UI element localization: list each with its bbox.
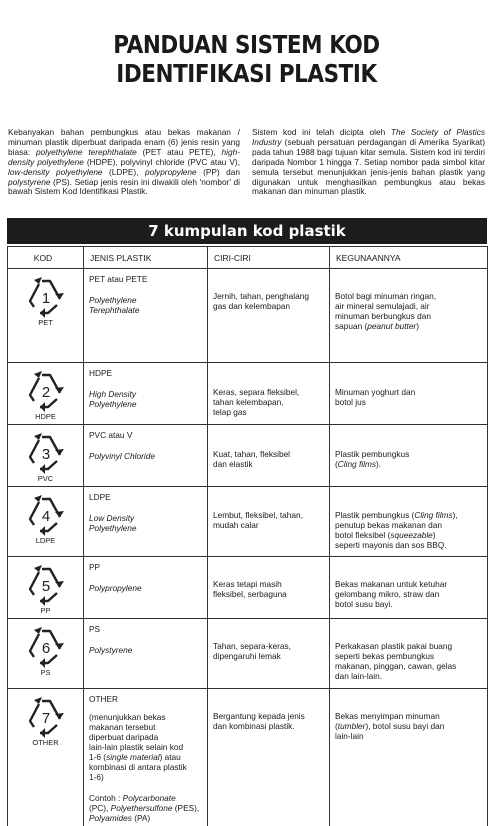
code-abbr: LDPE [35,536,56,545]
recycling-triangle-icon [26,493,66,537]
uses-cell: Plastik pembungkus (Cling films), penutup bekas makanan dan botol fleksibel (squeezable) seperti mayonis dan sos BBQ. [330,487,488,557]
table-row [8,557,488,619]
plastic-codes-table [7,246,488,826]
recycling-triangle-icon [26,431,66,475]
code-number: 5 [41,578,50,595]
intro-left-paragraph: Kebanyakan bahan pembungkus atau bekas makanan / minuman plastik diperbuat daripada enam (6) jenis resin yang biasa: polyethylene terephthalate (PET atau PETE), high-density polyethylene (HDPE), polyvinyl chloride (PVC atau V), low-density polyethylene (LDPE), polypropylene (PP) dan polystyrene (PS). Setiap jenis resin ini diwakili oleh 'nombor' di bawah Sistem Kod Identifikasi Plastik. [8,127,240,197]
recycling-triangle-icon [26,369,66,413]
header-ciri-ciri: CIRI-CIRI [208,247,330,269]
table-row [8,487,488,557]
traits-cell: Bergantung kepada jenis dan kombinasi plastik. [208,689,330,826]
traits-cell: Kuat, tahan, fleksibel dan elastik [208,425,330,487]
recycle-symbol-cell [8,363,84,425]
code-abbr: PS [40,668,51,677]
code-number: 4 [41,508,50,525]
code-abbr: OTHER [32,738,59,747]
code-number: 6 [41,640,50,657]
uses-cell: Perkakasan plastik pakai buang seperti bekas pembungkus makanan, pinggan, cawan, gelas dan lain-lain. [330,619,488,689]
traits-cell: Keras tetapi masih fleksibel, serbaguna [208,557,330,619]
uses-cell: Bekas menyimpan minuman (tumbler), botol susu bayi dan lain-lain [330,689,488,826]
table-row [8,619,488,689]
code-abbr: HDPE [35,412,56,421]
table-row [8,269,488,363]
recycle-symbol-cell [8,425,84,487]
code-number: 2 [41,384,50,401]
recycle-symbol-cell [8,487,84,557]
code-number: 1 [41,290,50,307]
recycling-triangle-icon [26,563,66,607]
header-jenis-plastik: JENIS PLASTIK [84,247,208,269]
code-number: 3 [41,446,50,463]
code-abbr: PVC [37,474,54,483]
recycle-symbol-cell [8,689,84,826]
plastic-type-cell: PP Polypropylene [84,557,208,619]
table-row [8,425,488,487]
recycle-symbol-cell [8,557,84,619]
recycling-triangle-icon [26,695,66,739]
recycle-symbol-cell [8,269,84,363]
recycle-symbol-cell [8,619,84,689]
uses-cell: Plastik pembungkus (Cling films). [330,425,488,487]
plastic-type-cell: PET atau PETE Polyethylene Terephthalate [84,269,208,363]
recycling-triangle-icon [26,275,66,319]
header-kod: KOD [8,247,84,269]
plastic-type-cell: OTHER (menunjukkan bekas makanan tersebut diperbuat daripada lain-lain plastik selain kod 1-6 (single material) atau kombinasi di antara plastik 1-6) Contoh : Polycarbonate (PC), Polyethersulfone (PES), Polyamides (PA) [84,689,208,826]
uses-cell: Bekas makanan untuk ketuhar gelombang mikro, straw dan botol susu bayi. [330,557,488,619]
uses-cell: Minuman yoghurt dan botol jus [330,363,488,425]
code-abbr: PET [38,318,53,327]
plastic-type-cell: HDPE High Density Polyethylene [84,363,208,425]
traits-cell: Lembut, fleksibel, tahan, mudah calar [208,487,330,557]
uses-cell: Botol bagi minuman ringan, air mineral semulajadi, air minuman berbungkus dan sapuan (peanut butter) [330,269,488,363]
page-title: PANDUAN SISTEM KOD IDENTIFIKASI PLASTIK [113,30,380,88]
section-banner: 7 kumpulan kod plastik [7,218,487,244]
plastic-type-cell: LDPE Low Density Polyethylene [84,487,208,557]
intro-right-paragraph: Sistem kod ini telah dicipta oleh The Society of Plastics Industry (sebuah persatuan perdagangan di Amerika Syarikat) pada tahun 1988 bagi tujuan kitar semula. Sistem kod ini terdiri daripada Nombor 1 hingga 7. Setiap nombor pada simbol kitar semula tersebut menunjukkan jenis-jenis bahan plastik yang digunakan untuk menghasilkan pembungkus atau bekas makanan dan minuman plastik. [252,127,485,197]
header-kegunaannya: KEGUNAANNYA [330,247,488,269]
plastic-type-cell: PVC atau V Polyvinyl Chloride [84,425,208,487]
table-row [8,363,488,425]
code-number: 7 [41,710,50,727]
traits-cell: Keras, separa fleksibel, tahan kelembapan, telap gas [208,363,330,425]
code-abbr: PP [40,606,51,615]
recycling-triangle-icon [26,625,66,669]
table-header-row [8,247,488,269]
plastic-type-cell: PS Polystyrene [84,619,208,689]
traits-cell: Tahan, separa-keras, dipengaruhi lemak [208,619,330,689]
traits-cell: Jernih, tahan, penghalang gas dan kelembapan [208,269,330,363]
table-row [8,689,488,826]
